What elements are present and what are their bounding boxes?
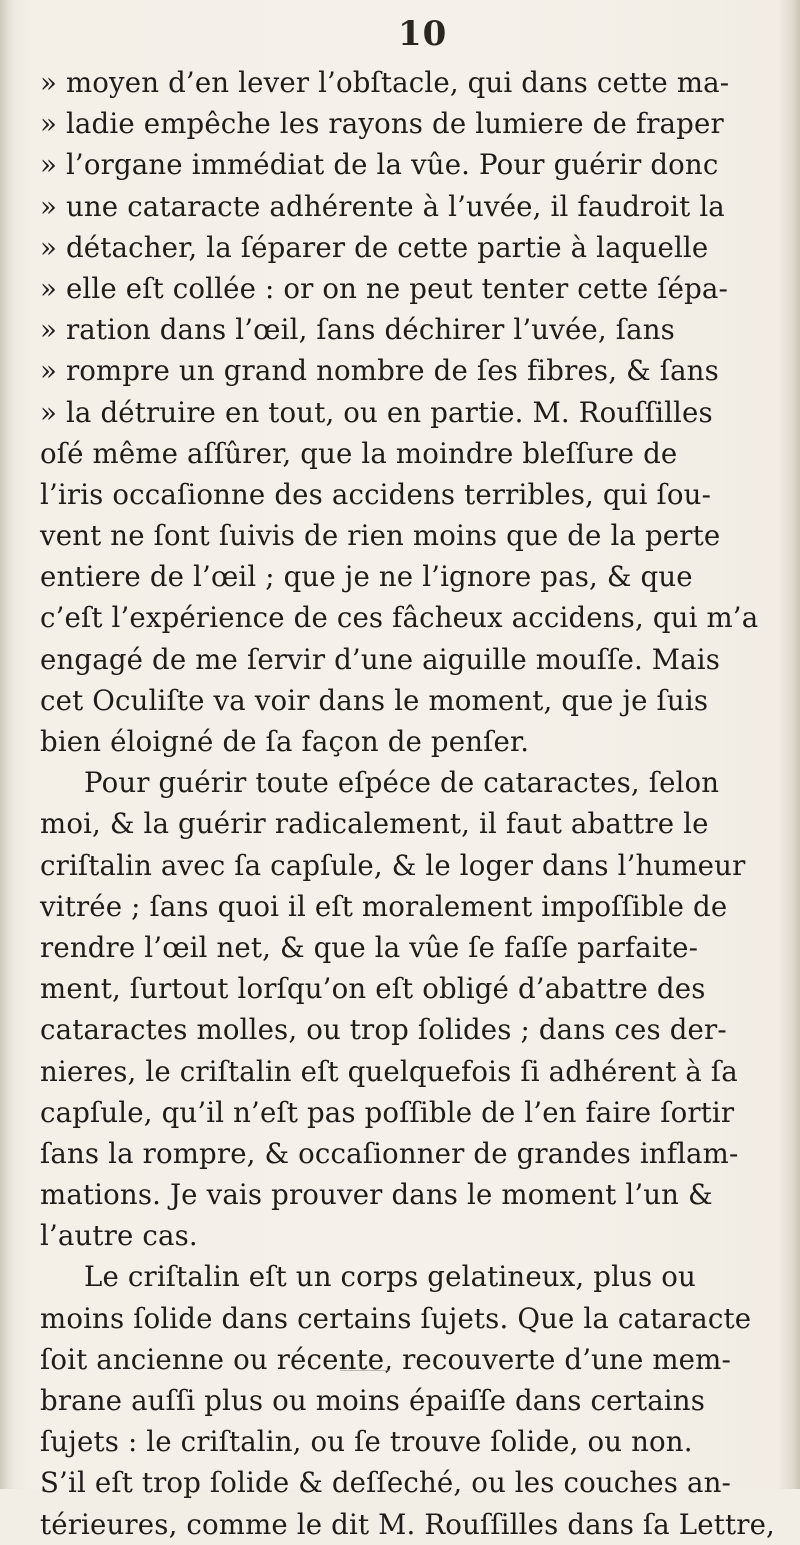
- paragraph-start-line: Le criſtalin eſt un corps gelatineux, plus ou: [84, 1260, 696, 1294]
- text-line: térieures, comme le dit M. Rouſſilles dans ſa Lettre,: [40, 1507, 775, 1541]
- text-line: capſule, qu’il n’eſt pas poſſible de l’en faire ſortir: [40, 1095, 735, 1129]
- text-line: moi, & la guérir radicalement, il faut abattre le: [40, 807, 709, 841]
- text-line: l’iris occaſionne des accidens terribles, qui ſou-: [40, 477, 712, 511]
- page-number: 10: [398, 14, 448, 54]
- text-line: brane auſſi plus ou moins épaiſſe dans certains: [40, 1384, 706, 1417]
- text-line: S’il eſt trop ſolide & deſſeché, ou les couches an-: [40, 1466, 732, 1500]
- text-line: nieres, le criſtalin eſt quelquefois ſi adhérent à ſa: [40, 1054, 738, 1088]
- text-line: » moyen d’en lever l’obſtacle, qui dans cette ma-: [40, 66, 730, 99]
- text-line: moins ſolide dans certains ſujets. Que la cataracte: [40, 1301, 752, 1335]
- text-line: rendre l’œil net, & que la vûe ſe faſſe parfaite-: [40, 930, 699, 964]
- ink-mark: [340, 1370, 390, 1375]
- text-line: » elle eſt collée : or on ne peut tenter cette ſépa-: [40, 271, 728, 305]
- text-line: ſoit ancienne ou récente, recouverte d’une mem-: [40, 1342, 731, 1376]
- text-line: cataractes molles, ou trop ſolides ; dans ces der-: [40, 1013, 727, 1047]
- text-line: oſé même aſſûrer, que la moindre bleſſure de: [40, 436, 678, 470]
- text-line: entiere de l’œil ; que je ne l’ignore pas, & que: [40, 560, 693, 594]
- body-text: [40, 62, 775, 1545]
- page-edge-shadow: [778, 0, 800, 1489]
- text-line: c’eſt l’expérience de ces fâcheux accidens, qui m’a: [40, 601, 759, 635]
- text-line: » détacher, la ſéparer de cette partie à laquelle: [40, 230, 709, 264]
- text-line: » une cataracte adhérente à l’uvée, il faudroit la: [40, 189, 725, 223]
- text-line: vitrée ; ſans quoi il eſt moralement impoſſible de: [40, 889, 728, 923]
- text-line: bien éloigné de ſa façon de penſer.: [40, 725, 530, 758]
- text-line: » ration dans l’œil, ſans déchirer l’uvée, ſans: [40, 313, 675, 347]
- text-line: engagé de me ſervir d’une aiguille mouſſe. Mais: [40, 642, 721, 676]
- text-line: » la détruire en tout, ou en partie. M. Rouſſilles: [40, 395, 713, 429]
- paragraph-start-line: Pour guérir toute eſpéce de cataractes, ſelon: [84, 766, 720, 800]
- text-line: criſtalin avec ſa capſule, & le loger dans l’humeur: [40, 848, 746, 882]
- text-line: ment, ſurtout lorſqu’on eſt obligé d’abattre des: [40, 972, 706, 1006]
- text-line: » rompre un grand nombre de ſes fibres, & ſans: [40, 354, 719, 388]
- text-line: mations. Je vais prouver dans le moment l’un &: [40, 1178, 713, 1212]
- page-gutter-shadow: [0, 0, 14, 1489]
- text-line: vent ne ſont ſuivis de rien moins que de la perte: [40, 519, 721, 553]
- text-line: ſujets : le criſtalin, ou ſe trouve ſolide, ou non.: [40, 1425, 693, 1459]
- text-line: » ladie empêche les rayons de lumiere de fraper: [40, 107, 724, 141]
- text-line: l’autre cas.: [40, 1219, 198, 1253]
- text-line: » l’organe immédiat de la vûe. Pour guérir donc: [40, 148, 719, 182]
- text-line: ſans la rompre, & occaſionner de grandes inflam-: [40, 1136, 739, 1170]
- text-line: cet Oculiſte va voir dans le moment, que je ſuis: [40, 683, 709, 717]
